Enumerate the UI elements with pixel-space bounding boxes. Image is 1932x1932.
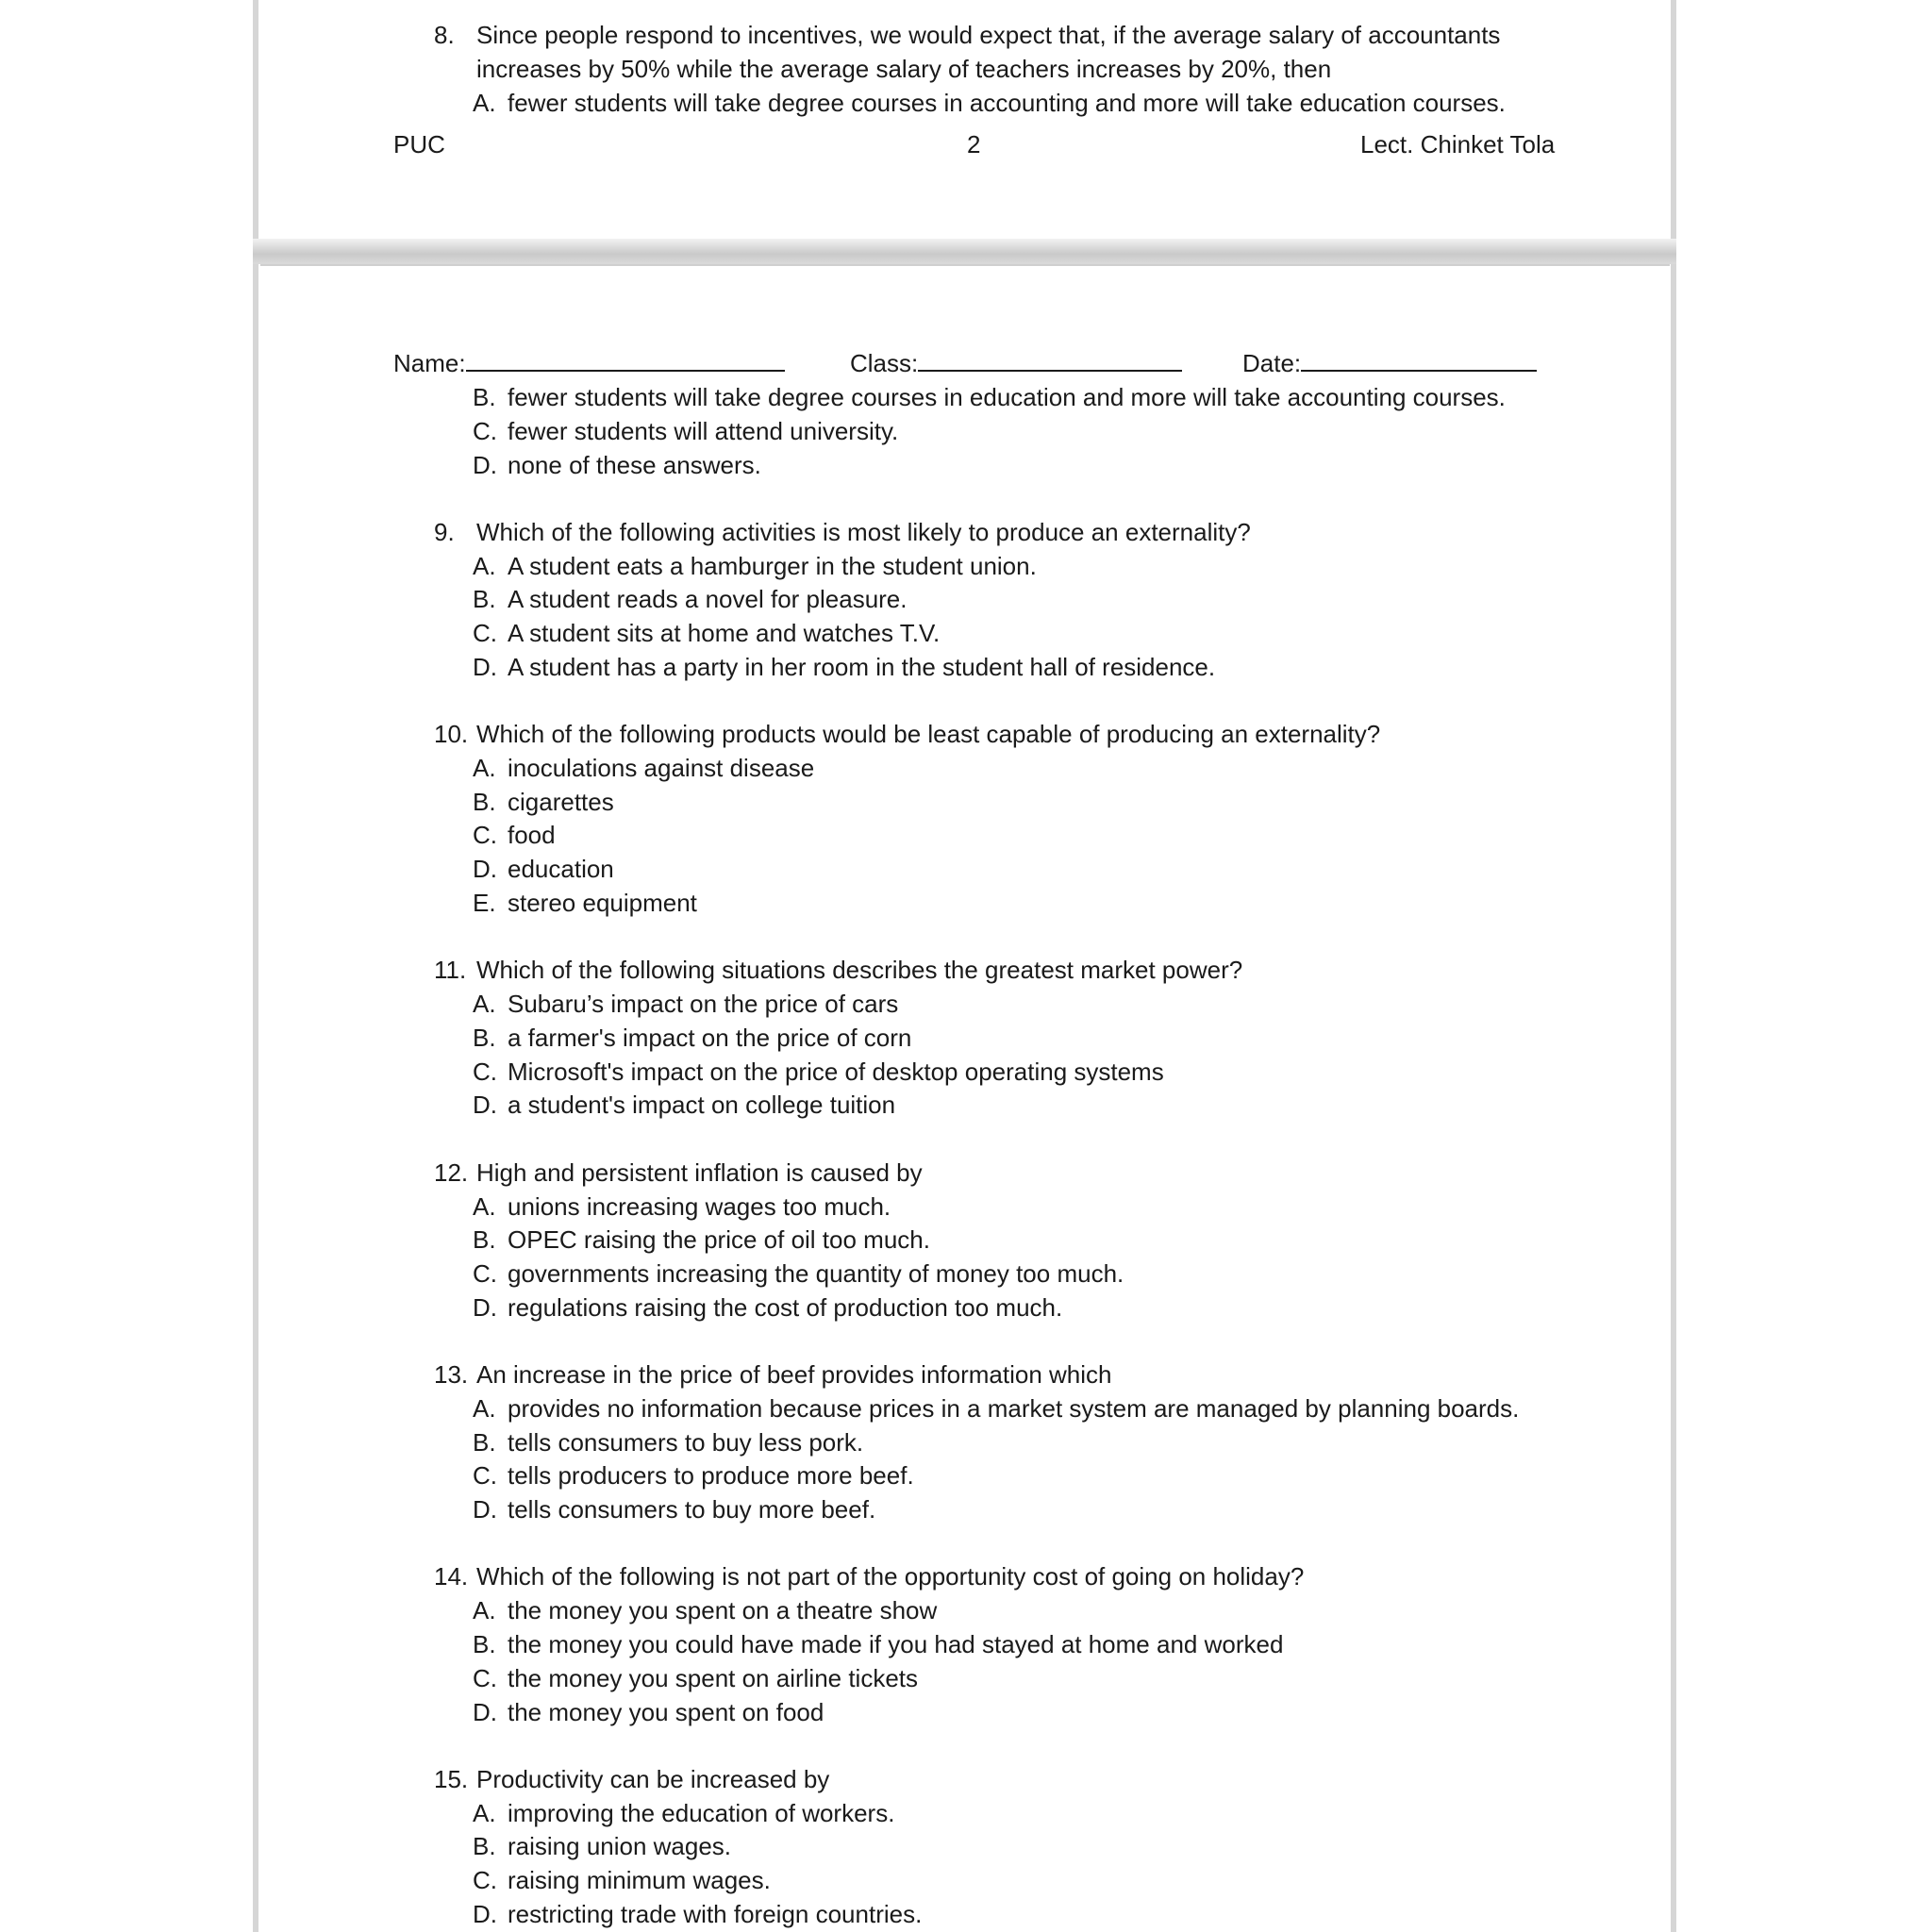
question-text: High and persistent inflation is caused by [476,1158,923,1187]
option-text: cigarettes [508,788,614,816]
question-text: Which of the following products would be least capable of producing an externality? [476,720,1381,748]
class-label: Class: [850,349,919,377]
option-letter: B. [473,1832,496,1860]
option-letter: B. [473,1225,496,1254]
option-letter: C. [473,1259,497,1288]
question-text: Which of the following is not part of the opportunity cost of going on holiday? [476,1562,1305,1591]
option-text: A student sits at home and watches T.V. [508,619,941,647]
option-text: none of these answers. [508,451,761,479]
option-text: regulations raising the cost of production too much. [508,1293,1063,1322]
question-number: 15. [434,1765,469,1793]
option-text: A student reads a novel for pleasure. [508,585,908,613]
question-text: Since people respond to incentives, we would expect that, if the average salary of accountants [476,21,1501,49]
option-letter: B. [473,1024,496,1052]
option-text: OPEC raising the price of oil too much. [508,1225,930,1254]
question-text: Which of the following situations describes the greatest market power? [476,956,1243,984]
option-letter: A. [473,754,496,782]
date-field[interactable] [1242,348,1537,378]
option-letter: B. [473,585,496,613]
option-text: fewer students will take degree courses in accounting and more will take education courses. [508,89,1506,117]
option-text: inoculations against disease [508,754,815,782]
option-text: the money you spent on a theatre show [508,1596,938,1624]
option-letter: A. [473,1192,496,1221]
option-text: governments increasing the quantity of money too much. [508,1259,1124,1288]
option-letter: C. [473,821,497,849]
option-text: improving the education of workers. [508,1799,895,1827]
option-letter: A. [473,89,496,117]
option-letter: A. [473,990,496,1018]
footer-left: PUC [393,130,445,158]
option-letter: B. [473,1428,496,1457]
option-letter: C. [473,1664,497,1692]
option-letter: C. [473,1461,497,1490]
option-text: unions increasing wages too much. [508,1192,891,1221]
option-text: tells consumers to buy less pork. [508,1428,864,1457]
footer-right: Lect. Chinket Tola [1360,130,1556,158]
option-letter: A. [473,1596,496,1624]
option-text: the money you could have made if you had stayed at home and worked [508,1630,1284,1658]
class-field[interactable] [850,348,1182,378]
option-letter: D. [473,451,497,479]
option-text: stereo equipment [508,889,697,917]
option-letter: B. [473,788,496,816]
class-blank[interactable] [918,349,1182,372]
option-text: tells consumers to buy more beef. [508,1495,876,1524]
page-break [253,239,1676,264]
option-text: A student eats a hamburger in the student union. [508,552,1037,580]
option-letter: B. [473,1630,496,1658]
question-number: 12. [434,1158,469,1187]
option-text: fewer students will attend university. [508,417,899,445]
date-blank[interactable] [1301,349,1537,372]
option-letter: A. [473,1394,496,1423]
name-field[interactable] [393,348,785,378]
left-page-shadow [253,0,258,1932]
option-text: restricting trade with foreign countries. [508,1900,923,1928]
option-text: the money you spent on airline tickets [508,1664,919,1692]
option-letter: D. [473,1293,497,1322]
option-letter: C. [473,1058,497,1086]
option-text: provides no information because prices in a market system are managed by planning boards. [508,1394,1520,1423]
question-number: 14. [434,1562,469,1591]
question-number: 11. [434,956,467,984]
option-letter: D. [473,1900,497,1928]
question-text: Which of the following activities is most likely to produce an externality? [476,518,1251,546]
option-text: Subaru’s impact on the price of cars [508,990,899,1018]
option-letter: A. [473,552,496,580]
option-letter: C. [473,619,497,647]
option-letter: B. [473,383,496,411]
option-text: A student has a party in her room in the student hall of residence. [508,653,1216,681]
option-letter: D. [473,653,497,681]
option-text: education [508,855,614,883]
question-number: 9. [434,518,455,546]
date-label: Date: [1242,349,1302,377]
option-letter: D. [473,855,497,883]
question-text: An increase in the price of beef provides information which [476,1360,1112,1389]
option-letter: D. [473,1698,497,1726]
option-letter: D. [473,1495,497,1524]
option-text: a farmer's impact on the price of corn [508,1024,912,1052]
option-letter: A. [473,1799,496,1827]
option-text: food [508,821,556,849]
right-page-shadow [1671,0,1676,1932]
option-letter: D. [473,1091,497,1119]
question-text: Productivity can be increased by [476,1765,830,1793]
option-letter: E. [473,889,496,917]
page-number: 2 [967,130,981,158]
name-blank[interactable] [466,349,785,372]
option-text: fewer students will take degree courses in education and more will take accounting courses. [508,383,1506,411]
option-text: raising union wages. [508,1832,732,1860]
option-text: raising minimum wages. [508,1866,771,1894]
option-text: tells producers to produce more beef. [508,1461,914,1490]
option-text: the money you spent on food [508,1698,824,1726]
question-number: 10. [434,720,469,748]
option-text: Microsoft's impact on the price of desktop operating systems [508,1058,1164,1086]
option-letter: C. [473,1866,497,1894]
option-letter: C. [473,417,497,445]
question-text: increases by 50% while the average salary of teachers increases by 20%, then [476,55,1332,83]
question-number: 13. [434,1360,469,1389]
name-label: Name: [393,349,466,377]
option-text: a student's impact on college tuition [508,1091,896,1119]
question-number: 8. [434,21,455,49]
